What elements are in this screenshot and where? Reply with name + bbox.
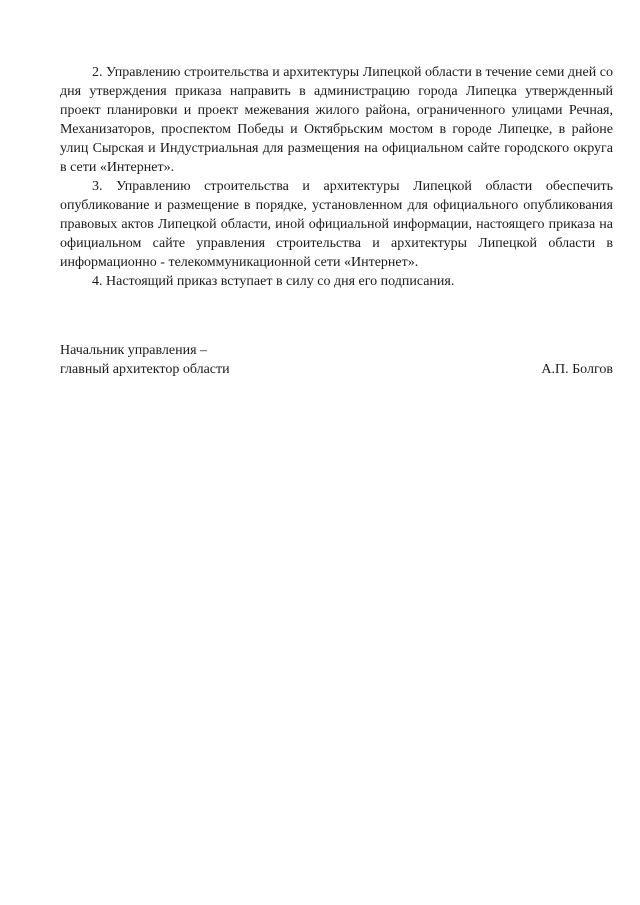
signer-name: А.П. Болгов [541, 362, 613, 377]
document-body [60, 63, 613, 291]
paragraph-3: 3. Управлению строительства и архитектуры Липецкой области обеспечить опубликование и размещение в порядке, установленном для официального опубликования правовых актов Липецкой области, иной официальной информации, настоящего приказа на официальном сайте управления строительства и архитектуры Липецкой области в информационно - телекоммуникационной сети «Интернет». [60, 179, 613, 270]
paragraph-4: 4. Настоящий приказ вступает в силу со дня его подписания. [92, 274, 455, 289]
signature-block [60, 341, 613, 379]
signature-row-1 [60, 341, 613, 360]
paragraph-2: 2. Управлению строительства и архитектуры Липецкой области в течение семи дней со дня утверждения приказа направить в администрацию города Липецка утвержденный проект планировки и проект межевания жилого района, ограниченного улицами Речная, Механизаторов, проспектом Победы и Октябрьским мостом в городе Липецке, в районе улиц Сырская и Индустриальная для размещения на официальном сайте городского округа в сети «Интернет». [60, 65, 613, 175]
signature-row-2 [60, 360, 613, 379]
signer-position-line-2: главный архитектор области [60, 362, 230, 377]
signer-position-line-1: Начальник управления – [60, 343, 208, 358]
